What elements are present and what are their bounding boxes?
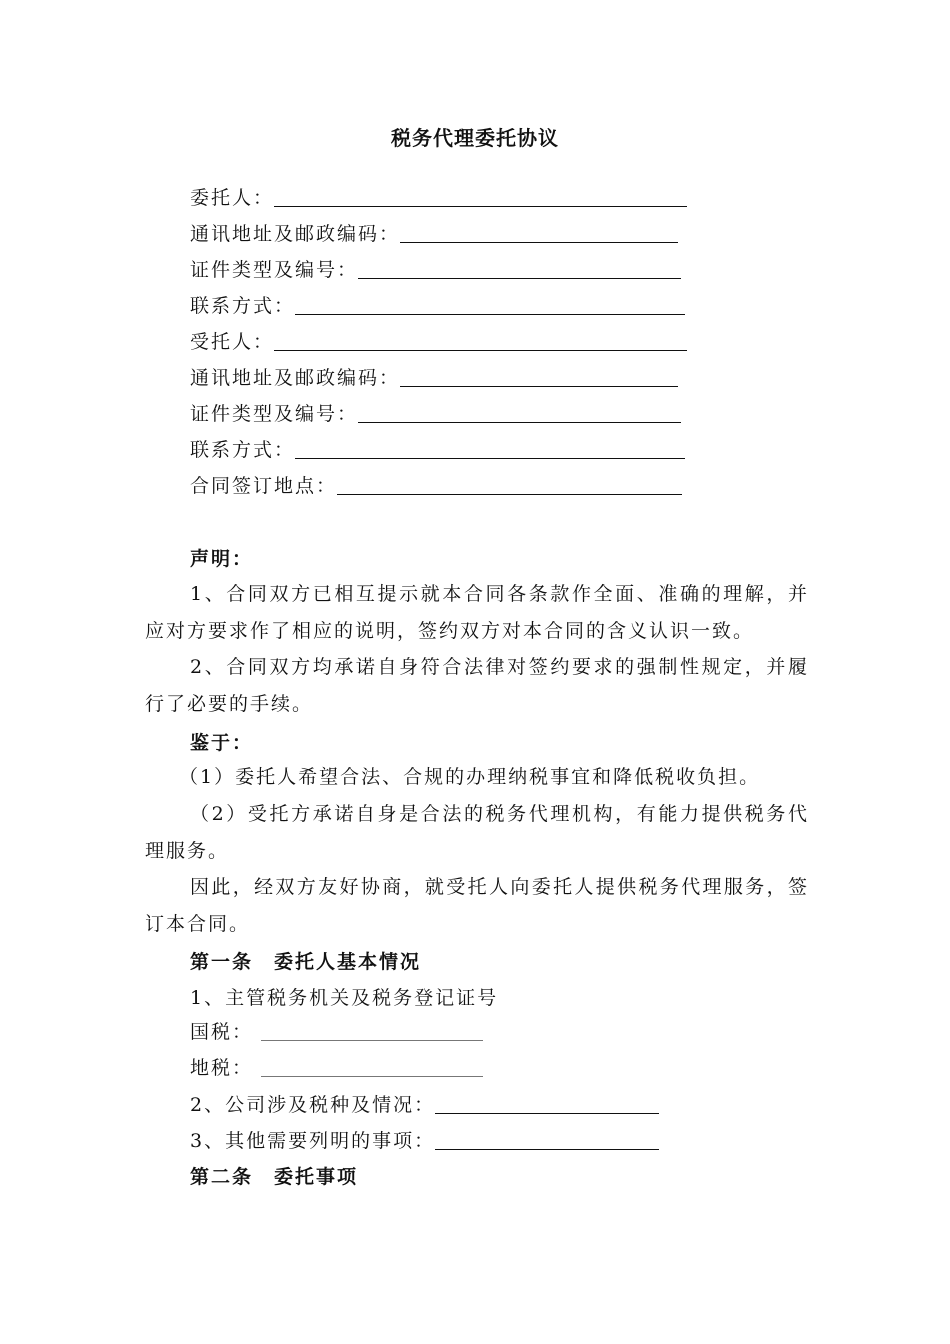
field-label: 通讯地址及邮政编码：: [190, 223, 401, 245]
field-agent-contact: [190, 432, 685, 462]
fill-line[interactable]: [261, 1040, 483, 1041]
declaration-item-2: 2、合同双方均承诺自身符合法律对签约要求的强制性规定，并履行了必要的手续。: [145, 656, 809, 715]
document-title: 税务代理委托协议: [391, 126, 559, 150]
field-agent: [190, 324, 687, 354]
field-other-matters: [190, 1123, 659, 1153]
whereas-item-1: （1）委托人希望合法、合规的办理纳税事宜和降低税收负担。: [179, 766, 761, 788]
conclusion-paragraph: 因此，经双方友好协商，就受托人向委托人提供税务代理服务，签订本合同。: [145, 876, 809, 935]
fill-line[interactable]: [400, 386, 678, 387]
field-label: 证件类型及编号：: [190, 259, 359, 281]
field-local-tax: [190, 1050, 483, 1080]
field-label: 3、其他需要列明的事项：: [190, 1130, 436, 1152]
whereas-heading: 鉴于：: [190, 732, 254, 754]
field-agent-address: [190, 360, 678, 390]
article-1-heading: 第一条 委托人基本情况: [190, 951, 422, 973]
field-tax-types: [190, 1087, 659, 1117]
fill-line[interactable]: [274, 350, 687, 351]
field-signing-place: [190, 468, 682, 498]
field-label: 证件类型及编号：: [190, 403, 359, 425]
field-label: 委托人：: [190, 187, 275, 209]
fill-line[interactable]: [358, 422, 681, 423]
article-2-heading: 第二条 委托事项: [190, 1166, 359, 1188]
fill-line[interactable]: [435, 1113, 659, 1114]
field-label: 国税：: [190, 1021, 254, 1043]
fill-line[interactable]: [295, 458, 685, 459]
field-principal: [190, 180, 687, 210]
fill-line[interactable]: [261, 1076, 483, 1077]
whereas-item-2: （2）受托方承诺自身是合法的税务代理机构，有能力提供税务代理服务。: [145, 803, 809, 862]
fill-line[interactable]: [274, 206, 687, 207]
article-1-item-1: 1、主管税务机关及税务登记证号: [190, 987, 499, 1009]
field-label: 地税：: [190, 1057, 254, 1079]
field-principal-contact: [190, 288, 685, 318]
declaration-item-1: 1、合同双方已相互提示就本合同各条款作全面、准确的理解，并应对方要求作了相应的说明，签约双方对本合同的含义认识一致。: [145, 583, 809, 642]
fill-line[interactable]: [295, 314, 685, 315]
declaration-heading: 声明：: [190, 548, 254, 570]
field-principal-id: [190, 252, 681, 282]
field-label: 受托人：: [190, 331, 275, 353]
field-agent-id: [190, 396, 681, 426]
field-principal-address: [190, 216, 678, 246]
field-national-tax: [190, 1014, 483, 1044]
field-label: 联系方式：: [190, 439, 296, 461]
fill-line[interactable]: [337, 494, 682, 495]
field-label: 通讯地址及邮政编码：: [190, 367, 401, 389]
fill-line[interactable]: [435, 1149, 659, 1150]
field-label: 联系方式：: [190, 295, 296, 317]
field-label: 合同签订地点：: [190, 475, 338, 497]
fill-line[interactable]: [400, 242, 678, 243]
field-label: 2、公司涉及税种及情况：: [190, 1094, 436, 1116]
fill-line[interactable]: [358, 278, 681, 279]
